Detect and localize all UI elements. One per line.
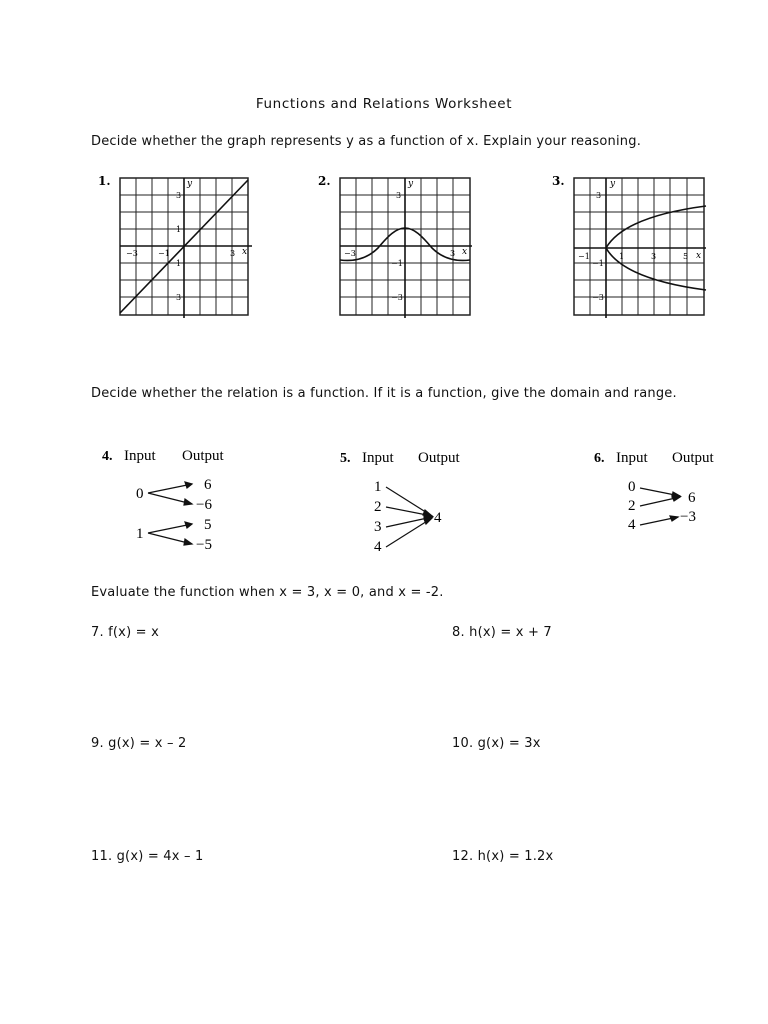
x-axis-label: x <box>462 247 468 257</box>
problem-8: 8. h(x) = x + 7 <box>452 625 552 640</box>
output-value: 5 <box>204 517 212 533</box>
x-tick: 5 <box>683 252 689 261</box>
input-header: Input <box>124 448 156 464</box>
problem-9: 9. g(x) = x – 2 <box>91 736 187 751</box>
y-axis-label: y <box>408 179 414 189</box>
x-tick: −3 <box>126 249 138 258</box>
input-value: 2 <box>374 499 382 515</box>
output-value: −6 <box>196 497 212 513</box>
arrows <box>640 488 680 525</box>
output-header: Output <box>182 448 224 464</box>
x-tick: 3 <box>230 249 236 258</box>
problem-7: 7. f(x) = x <box>91 625 159 640</box>
x-axis-label: x <box>242 247 248 257</box>
y-tick: 3 <box>596 191 602 200</box>
input-value: 0 <box>628 479 636 495</box>
arrows <box>148 482 192 545</box>
input-value: 3 <box>374 519 382 535</box>
evaluate-instruction: Evaluate the function when x = 3, x = 0, and x = -2. <box>91 585 444 600</box>
output-value: 6 <box>204 477 212 493</box>
arrows <box>386 487 432 547</box>
output-value: −3 <box>680 509 696 525</box>
mapping-diagram-5 <box>338 446 488 558</box>
y-tick: 3 <box>176 293 182 302</box>
x-tick: 3 <box>651 252 657 261</box>
input-value: 4 <box>628 517 636 533</box>
input-value: 1 <box>374 479 382 495</box>
y-tick: −1 <box>592 259 604 268</box>
y-tick: −3 <box>592 293 604 302</box>
input-value: 0 <box>136 486 144 502</box>
problem-number: 1. <box>98 174 111 188</box>
x-axis-label: x <box>696 251 702 261</box>
y-tick: 3 <box>396 191 402 200</box>
problem-number: 4. <box>102 449 113 464</box>
mapping-diagram-4 <box>100 444 250 556</box>
graph-1 <box>96 170 256 320</box>
problem-number: 2. <box>318 174 331 188</box>
y-tick: −1 <box>391 259 403 268</box>
y-tick: 1 <box>176 259 182 268</box>
input-value: 4 <box>374 539 382 555</box>
y-tick: 3 <box>176 191 182 200</box>
x-tick: −1 <box>578 252 590 261</box>
y-axis-label: y <box>610 179 616 189</box>
problem-11: 11. g(x) = 4x – 1 <box>91 849 204 864</box>
graph-3 <box>550 170 710 320</box>
input-value: 2 <box>628 498 636 514</box>
problem-number: 6. <box>594 451 605 466</box>
worksheet-title: Functions and Relations Worksheet <box>255 96 513 112</box>
y-tick: 1 <box>176 225 182 234</box>
problem-number: 5. <box>340 451 351 466</box>
problem-12: 12. h(x) = 1.2x <box>452 849 554 864</box>
output-value: 4 <box>434 510 442 526</box>
problem-number: 3. <box>552 174 565 188</box>
output-value: −5 <box>196 537 212 553</box>
output-header: Output <box>418 450 460 466</box>
x-tick: 1 <box>619 252 625 261</box>
y-tick: −3 <box>391 293 403 302</box>
x-tick: −3 <box>344 249 356 258</box>
graph-instruction: Decide whether the graph represents y as a function of x. Explain your reasoning. <box>91 134 642 149</box>
input-value: 1 <box>136 526 144 542</box>
input-header: Input <box>362 450 394 466</box>
output-value: 6 <box>688 490 696 506</box>
mapping-diagram-6 <box>592 446 742 541</box>
x-tick: −1 <box>158 249 170 258</box>
y-axis-label: y <box>187 179 193 189</box>
input-header: Input <box>616 450 648 466</box>
output-header: Output <box>672 450 714 466</box>
graph-2 <box>316 170 476 320</box>
mapping-instruction: Decide whether the relation is a function. If it is a function, give the domain and range. <box>91 386 677 401</box>
x-tick: 3 <box>450 249 456 258</box>
problem-10: 10. g(x) = 3x <box>452 736 541 751</box>
